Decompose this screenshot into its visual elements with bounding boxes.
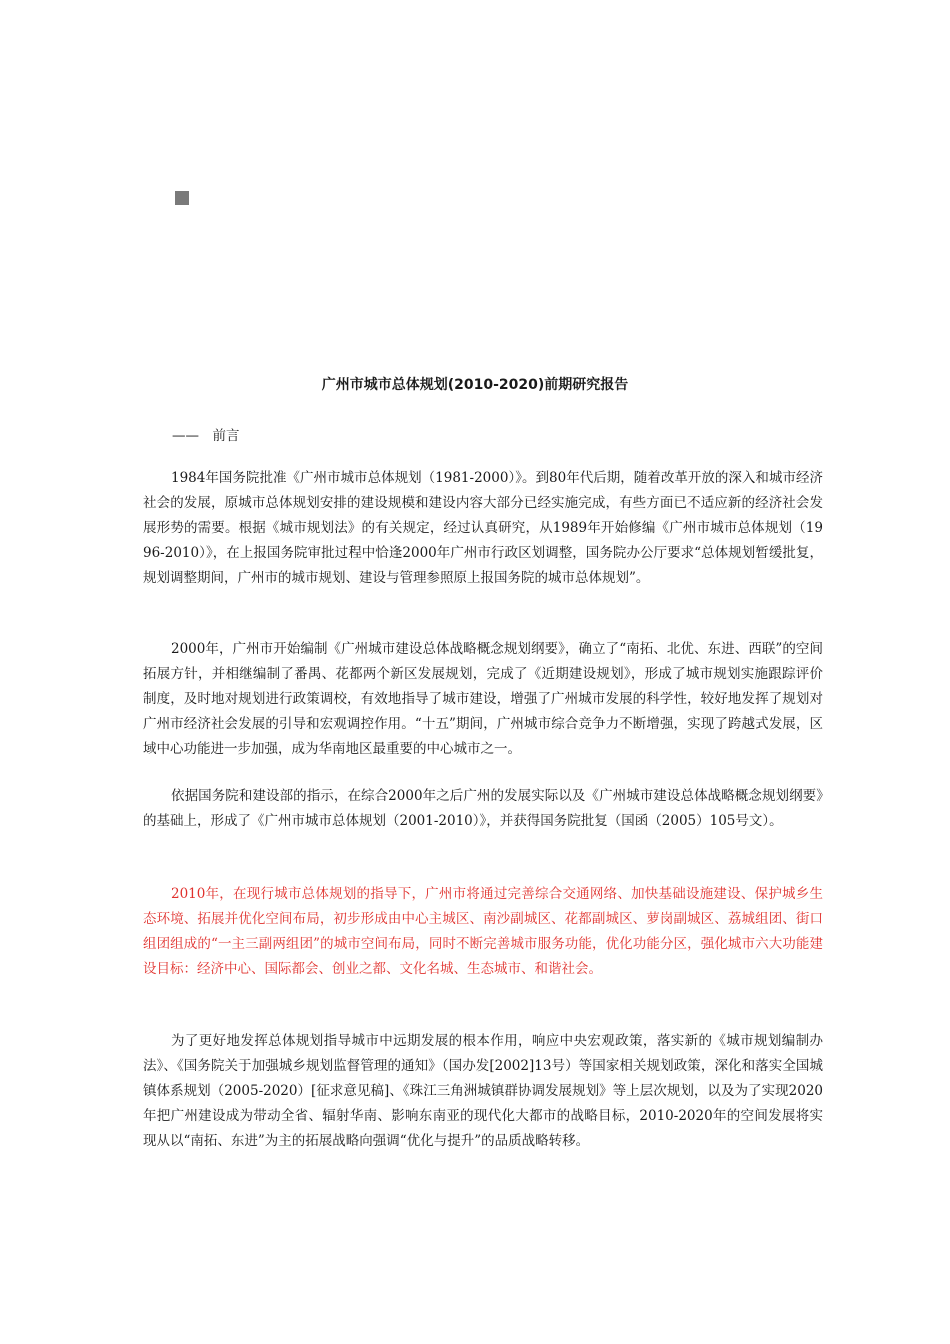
paragraph-5: 为了更好地发挥总体规划指导城市中远期发展的根本作用，响应中央宏观政策，落实新的《城市规划编制办法》、《国务院关于加强城乡规划监督管理的通知》（国办发[2002]13号）等国家相关规划政策，深化和落实全国城镇体系规划（2005-2020）[征求意见稿]、《珠江三角洲城镇群协调发展规划》等上层次规划，以及为了实现2020年把广州建设成为带动全省、辐射华南、影响东南亚的现代化大都市的战略目标，2010-2020年的空间发展将实现从以“南拓、东进”为主的拓展战略向强调“优化与提升”的品质战略转移。 — [143, 1033, 823, 1149]
paragraph-4-highlighted: 2010年，在现行城市总体规划的指导下，广州市将通过完善综合交通网络、加快基础设施建设、保护城乡生态环境、拓展并优化空间布局，初步形成由中心主城区、南沙副城区、花都副城区、萝岗副城区、荔城组团、街口组团组成的“一主三副两组团”的城市空间布局，同时不断完善城市服务功能，优化功能分区，强化城市六大功能建设目标：经济中心、国际都会、创业之都、文化名城、生态城市、和谐社会。 — [143, 886, 823, 977]
paragraph-2: 2000年，广州市开始编制《广州城市建设总体战略概念规划纲要》，确立了“南拓、北优、东进、西联”的空间拓展方针，并相继编制了番禺、花都两个新区发展规划，完成了《近期建设规划》，形成了城市规划实施跟踪评价制度，及时地对规划进行政策调校，有效地指导了城市建设，增强了广州城市发展的科学性，较好地发挥了规划对广州市经济社会发展的引导和宏观调控作用。“十五”期间，广州城市综合竞争力不断增强，实现了跨越式发展，区域中心功能进一步加强，成为华南地区最重要的中心城市之一。 — [143, 641, 823, 757]
paragraph-1: 1984年国务院批准《广州市城市总体规划（1981-2000）》。到80年代后期，随着改革开放的深入和城市经济社会的发展，原城市总体规划安排的建设规模和建设内容大部分已经实施完成，有些方面已不适应新的经济社会发展形势的需要。根据《城市规划法》的有关规定，经过认真研究，从1989年开始修编《广州市城市总体规划（1996-2010）》，在上报国务院审批过程中恰逢2000年广州市行政区划调整，国务院办公厅要求“总体规划暂缓批复，规划调整期间，广州市的城市规划、建设与管理参照原上报国务院的城市总体规划”。 — [143, 470, 823, 586]
paragraph-3: 依据国务院和建设部的指示，在综合2000年之后广州的发展实际以及《广州城市建设总体战略概念规划纲要》的基础上，形成了《广州市城市总体规划（2001-2010）》，并获得国务院批复（国函（2005）105号文）。 — [143, 788, 823, 829]
section-subtitle: —— 前言 — [172, 428, 240, 444]
document-title: 广州市城市总体规划(2010-2020)前期研究报告 — [321, 377, 629, 393]
gray-square-marker — [175, 191, 189, 205]
